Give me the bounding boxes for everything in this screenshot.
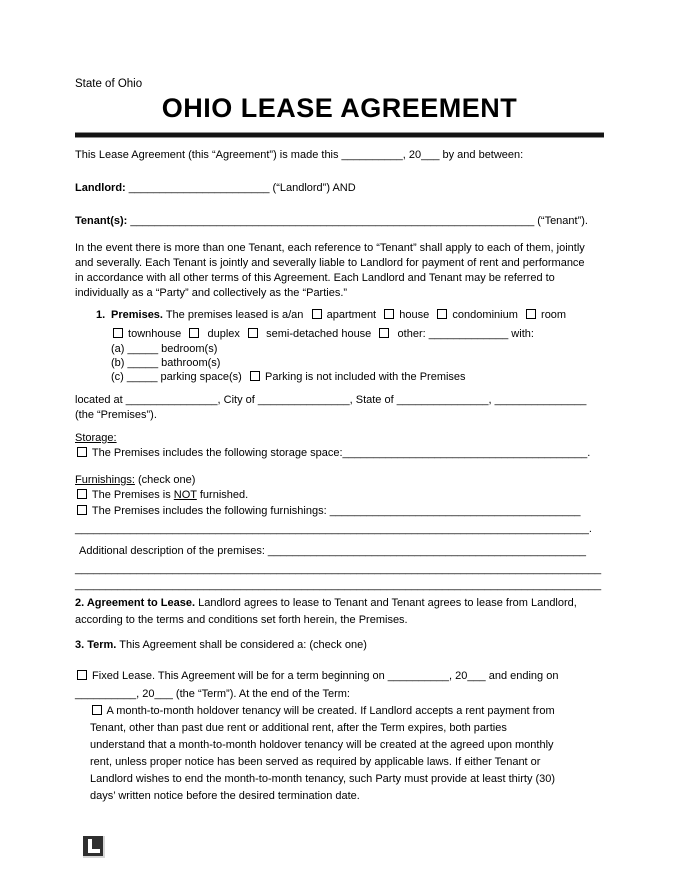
checkbox[interactable] — [77, 489, 87, 499]
agreement-intro-line: This Lease Agreement (this “Agreement”) is made this __________, 20___ by and between: — [75, 149, 524, 161]
checkbox[interactable] — [250, 371, 260, 381]
checkbox[interactable] — [77, 505, 87, 515]
additional-description-line: Additional description of the premises: ____________________________________________________ — [79, 545, 587, 557]
premises-item-line-1: 1. Premises. The premises leased is a/an apartment house condominium room — [96, 309, 567, 321]
furnishings-included-line: The Premises includes the following furnishings: _________________________________________ — [75, 504, 604, 519]
state-label: State of Ohio — [75, 78, 143, 90]
premises-location-line: located at _______________, City of _______________, State of _______________, _______________ (the “Premises”). — [75, 394, 587, 421]
premises-sub-c: (c) _____ parking space(s) Parking is not included with the Premises — [111, 371, 466, 383]
document-body — [75, 148, 604, 805]
additional-description-blank-1: ______________________________________________________________________________________ — [75, 563, 602, 575]
joint-liability-paragraph: In the event there is more than one Tenant, each reference to “Tenant” shall apply to each of them, jointly and severally. Each Tenant is jointly and severally liable to Landlord for payment of rent and performance in accordance with all other terms of this Agreement. Each Landlord and Tenant may be referred to individually as a “Party” and collectively as the “Parties.” — [75, 242, 585, 299]
holdover-tenancy-paragraph: A month-to-month holdover tenancy will be created. If Landlord accepts a rent payment from Tenant, other than past due rent or additional rent, after the Term expires, both parties understand that a month-to-month holdover tenancy will be created at the agreed upon monthly rent, unless proper notice has been served as required by applicable laws. If either Tenant or Landlord wishes to end the month-to-month tenancy, such Party must provide at least thirty (30) days’ written notice before the desired termination date. — [90, 705, 556, 802]
list-number: 1. — [96, 309, 106, 321]
checkbox[interactable] — [312, 309, 322, 319]
legal-templates-logo-icon — [83, 836, 105, 858]
checkbox[interactable] — [384, 309, 394, 319]
checkbox[interactable] — [379, 328, 389, 338]
furnishings-heading: Furnishings: (check one) — [75, 474, 196, 486]
checkbox[interactable] — [113, 328, 123, 338]
checkbox[interactable] — [526, 309, 536, 319]
checkbox[interactable] — [92, 705, 102, 715]
checkbox[interactable] — [77, 670, 87, 680]
storage-heading: Storage: — [75, 432, 117, 444]
section-3-term: 3. Term. This Agreement shall be considered a: (check one) — [75, 639, 367, 651]
premises-item-line-2: townhouse duplex semi-detached house other: _____________ with: — [75, 327, 604, 342]
additional-description-blank-2: ______________________________________________________________________________________ — [75, 579, 602, 591]
furnishings-continuation-line: ____________________________________________________________________________________. — [75, 523, 592, 535]
storage-checkbox-line: The Premises includes the following storage space:________________________________________. — [75, 446, 604, 461]
title-divider — [75, 132, 604, 138]
checkbox[interactable] — [77, 447, 87, 457]
checkbox[interactable] — [437, 309, 447, 319]
checkbox[interactable] — [189, 328, 199, 338]
premises-sub-b: (b) _____ bathroom(s) — [111, 357, 221, 369]
checkbox[interactable] — [248, 328, 258, 338]
fixed-lease-line: Fixed Lease. This Agreement will be for a term beginning on __________, 20___ and ending on __________, 20___ (the “Term”). At the end of the Term: — [75, 670, 559, 700]
landlord-line: Landlord: _______________________ (“Landlord”) AND — [75, 182, 356, 194]
page-content — [75, 78, 604, 805]
premises-sub-a: (a) _____ bedroom(s) — [111, 343, 218, 355]
tenant-line: Tenant(s): __________________________________________________________________ (“Tenant”). — [75, 215, 588, 227]
page-title: OHIO LEASE AGREEMENT — [161, 93, 518, 123]
furnishings-not-furnished-line: The Premises is NOT furnished. — [75, 488, 604, 503]
section-2-agreement-to-lease: 2. Agreement to Lease. Landlord agrees to lease to Tenant and Tenant agrees to lease from Landlord, according to the terms and conditions set forth herein, the Premises. — [75, 597, 577, 626]
logo-l-horizontal — [88, 849, 100, 853]
